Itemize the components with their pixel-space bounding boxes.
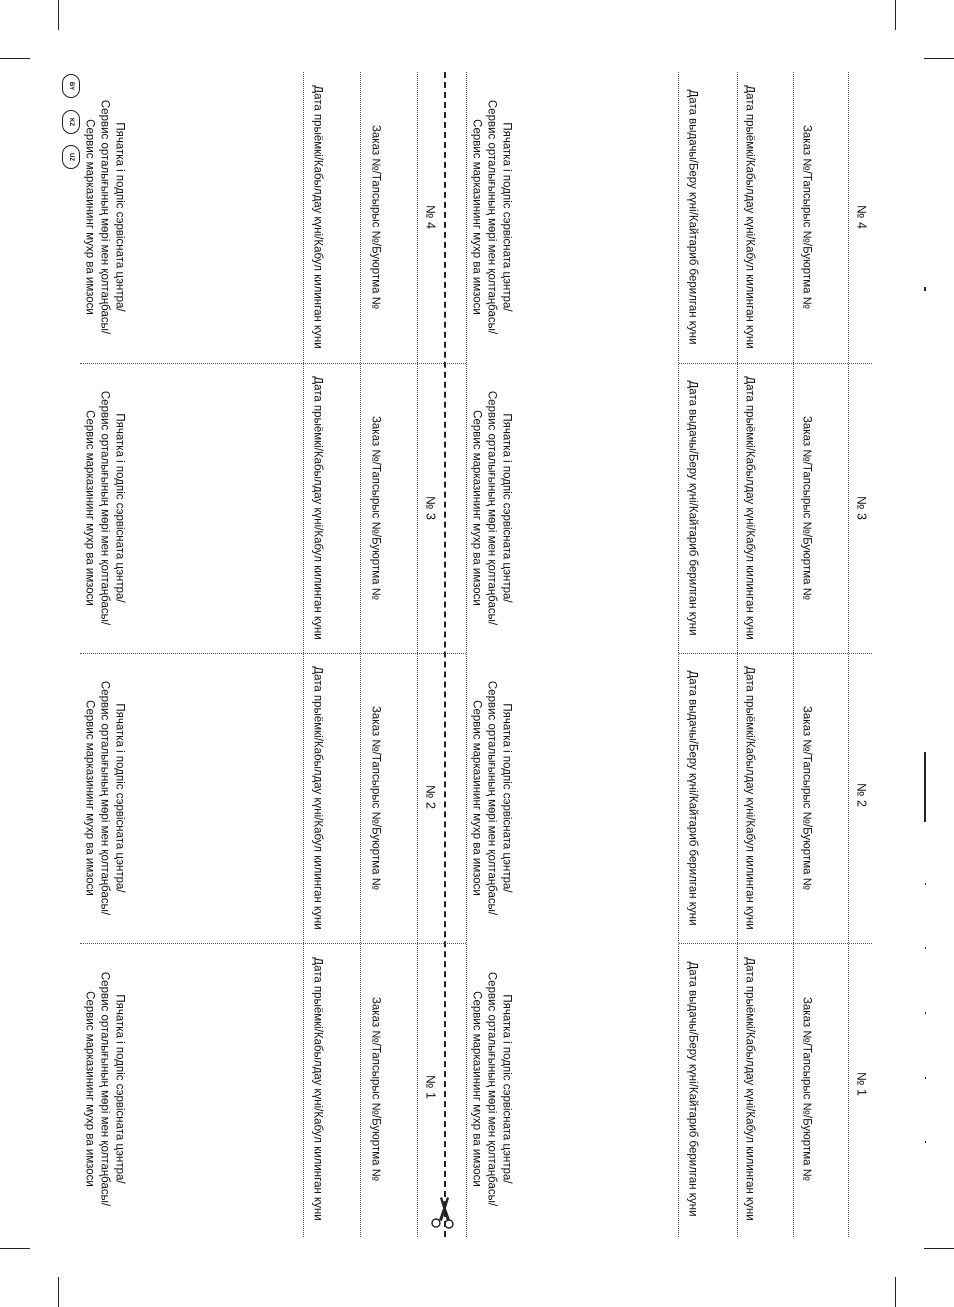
stamp-line: Сервис орталығының мөрі мен қолтаңбасы/ xyxy=(98,680,111,916)
coupon-separator xyxy=(679,363,872,364)
issue-date-label: Дата выдачы/Беру күні/Кайтариб берилган куни xyxy=(686,670,699,926)
stamp-line: Сервис марказининг мухр ва имзоси xyxy=(470,991,483,1187)
crop-mark xyxy=(0,1248,30,1249)
stamp-line: Сервис орталығының мөрі мен қолтаңбасы/ xyxy=(485,680,498,916)
field-separator xyxy=(417,72,418,1237)
scissors-icon xyxy=(430,1194,456,1230)
order-number-label: Заказ №/Тапсырыс №/Буюртма № xyxy=(369,996,382,1182)
receive-date-label: Дата прыёмкі/Кабылдау күні/Кабул килинган куни xyxy=(311,666,324,930)
stamp-line: Сервис марказининг мухр ва имзоси xyxy=(83,410,96,606)
stamp-line: Пячатка і подпіс сэрвісната цэнтра/ xyxy=(113,994,126,1184)
coupon-separator xyxy=(80,653,466,654)
registration-mark xyxy=(925,1012,926,1014)
crop-mark xyxy=(924,58,954,59)
coupon-number: № 2 xyxy=(854,783,869,807)
language-badge-kz xyxy=(62,110,80,134)
field-separator xyxy=(303,72,304,1237)
stamp-line: Сервис марказининг мухр ва имзоси xyxy=(470,119,483,315)
coupon-separator xyxy=(80,363,466,364)
order-number-label: Заказ №/Тапсырыс №/Буюртма № xyxy=(369,415,382,601)
receive-date-label: Дата прыёмкі/Кабылдау күні/Кабул килинган куни xyxy=(743,376,756,640)
crop-mark xyxy=(895,0,896,30)
stamp-line: Сервис марказининг мухр ва имзоси xyxy=(83,119,96,315)
order-number-label: Заказ №/Тапсырыс №/Буюртма № xyxy=(800,705,813,891)
service-stamp-label xyxy=(82,391,127,625)
stamp-line: Пячатка і подпіс сэрвісната цэнтра/ xyxy=(113,413,126,603)
stamp-line: Пячатка і подпіс сэрвісната цэнтра/ xyxy=(500,413,513,603)
service-stamp-label xyxy=(82,972,127,1206)
field-separator xyxy=(848,72,849,1237)
language-badge-uz xyxy=(62,145,80,169)
language-code: UZ xyxy=(68,153,74,161)
coupon-number: № 4 xyxy=(854,205,869,229)
stamp-line: Сервис орталығының мөрі мен қолтаңбасы/ xyxy=(485,971,498,1207)
service-stamp-label xyxy=(82,681,127,915)
stamp-line: Сервис марказининг мухр ва имзоси xyxy=(83,991,96,1187)
registration-mark xyxy=(925,947,926,949)
coupon-separator xyxy=(679,943,872,944)
registration-mark xyxy=(925,883,926,885)
stub-number: № 2 xyxy=(423,785,438,809)
language-code: KZ xyxy=(68,118,74,126)
registration-mark xyxy=(925,1077,926,1079)
stamp-line: Сервис орталығының мөрі мен қолтаңбасы/ xyxy=(98,971,111,1207)
service-stamp-label xyxy=(469,100,514,334)
stub-number: № 1 xyxy=(423,1075,438,1099)
issue-date-label: Дата выдачы/Беру күні/Кайтариб берилган куни xyxy=(686,380,699,636)
crop-mark xyxy=(924,1248,954,1249)
cut-line xyxy=(444,72,446,1237)
stamp-line: Сервис орталығының мөрі мен қолтаңбасы/ xyxy=(485,99,498,335)
stamp-line: Сервис орталығының мөрі мен қолтаңбасы/ xyxy=(98,99,111,335)
order-number-label: Заказ №/Тапсырыс №/Буюртма № xyxy=(800,124,813,310)
order-number-label: Заказ №/Тапсырыс №/Буюртма № xyxy=(800,996,813,1182)
coupon-number: № 1 xyxy=(854,1072,869,1096)
stub-number: № 3 xyxy=(423,496,438,520)
stamp-line: Сервис марказининг мухр ва имзоси xyxy=(83,700,96,896)
stamp-line: Сервис орталығының мөрі мен қолтаңбасы/ xyxy=(98,390,111,626)
crop-mark xyxy=(895,1277,896,1307)
issue-date-label: Дата выдачы/Беру күні/Кайтариб берилган куни xyxy=(686,961,699,1217)
stamp-line: Пячатка і подпіс сэрвісната цэнтра/ xyxy=(500,703,513,893)
order-number-label: Заказ №/Тапсырыс №/Буюртма № xyxy=(369,705,382,891)
receive-date-label: Дата прыёмкі/Кабылдау күні/Кабул килинган куни xyxy=(743,666,756,930)
language-code: BY xyxy=(68,81,74,91)
receive-date-label: Дата прыёмкі/Кабылдау күні/Кабул килинган куни xyxy=(311,85,324,349)
field-separator xyxy=(793,72,794,1237)
registration-mark xyxy=(924,752,926,822)
issue-date-label: Дата выдачы/Беру күні/Кайтариб берилган куни xyxy=(686,89,699,345)
stamp-line: Пячатка і подпіс сэрвісната цэнтра/ xyxy=(500,122,513,312)
stamp-line: Сервис орталығының мөрі мен қолтаңбасы/ xyxy=(485,390,498,626)
registration-mark xyxy=(925,1141,926,1143)
service-stamp-label xyxy=(469,391,514,625)
crop-mark xyxy=(58,1277,59,1307)
receive-date-label: Дата прыёмкі/Кабылдау күні/Кабул килинган куни xyxy=(311,957,324,1221)
field-separator xyxy=(737,72,738,1237)
stamp-line: Пячатка і подпіс сэрвісната цэнтра/ xyxy=(113,703,126,893)
stamp-line: Сервис марказининг мухр ва имзоси xyxy=(470,410,483,606)
stamp-line: Пячатка і подпіс сэрвісната цэнтра/ xyxy=(500,994,513,1184)
service-stamp-label xyxy=(469,681,514,915)
field-separator xyxy=(360,72,361,1237)
receive-date-label: Дата прыёмкі/Кабылдау күні/Кабул килинган куни xyxy=(311,376,324,640)
coupon-separator xyxy=(679,653,872,654)
stub-number: № 4 xyxy=(423,205,438,229)
order-number-label: Заказ №/Тапсырыс №/Буюртма № xyxy=(369,124,382,310)
registration-mark xyxy=(924,287,926,291)
crop-mark xyxy=(58,0,59,30)
coupon-number: № 3 xyxy=(854,496,869,520)
receive-date-label: Дата прыёмкі/Кабылдау күні/Кабул килинган куни xyxy=(743,85,756,349)
service-stamp-label xyxy=(82,100,127,334)
crop-mark xyxy=(0,58,30,59)
field-separator xyxy=(678,72,679,1237)
service-stamp-label xyxy=(469,972,514,1206)
field-separator xyxy=(466,72,467,1237)
stamp-line: Пячатка і подпіс сэрвісната цэнтра/ xyxy=(113,122,126,312)
coupon-separator xyxy=(80,943,466,944)
receive-date-label: Дата прыёмкі/Кабылдау күні/Кабул килинган куни xyxy=(743,957,756,1221)
order-number-label: Заказ №/Тапсырыс №/Буюртма № xyxy=(800,415,813,601)
stamp-line: Сервис марказининг мухр ва имзоси xyxy=(470,700,483,896)
language-badge-by xyxy=(62,74,80,98)
